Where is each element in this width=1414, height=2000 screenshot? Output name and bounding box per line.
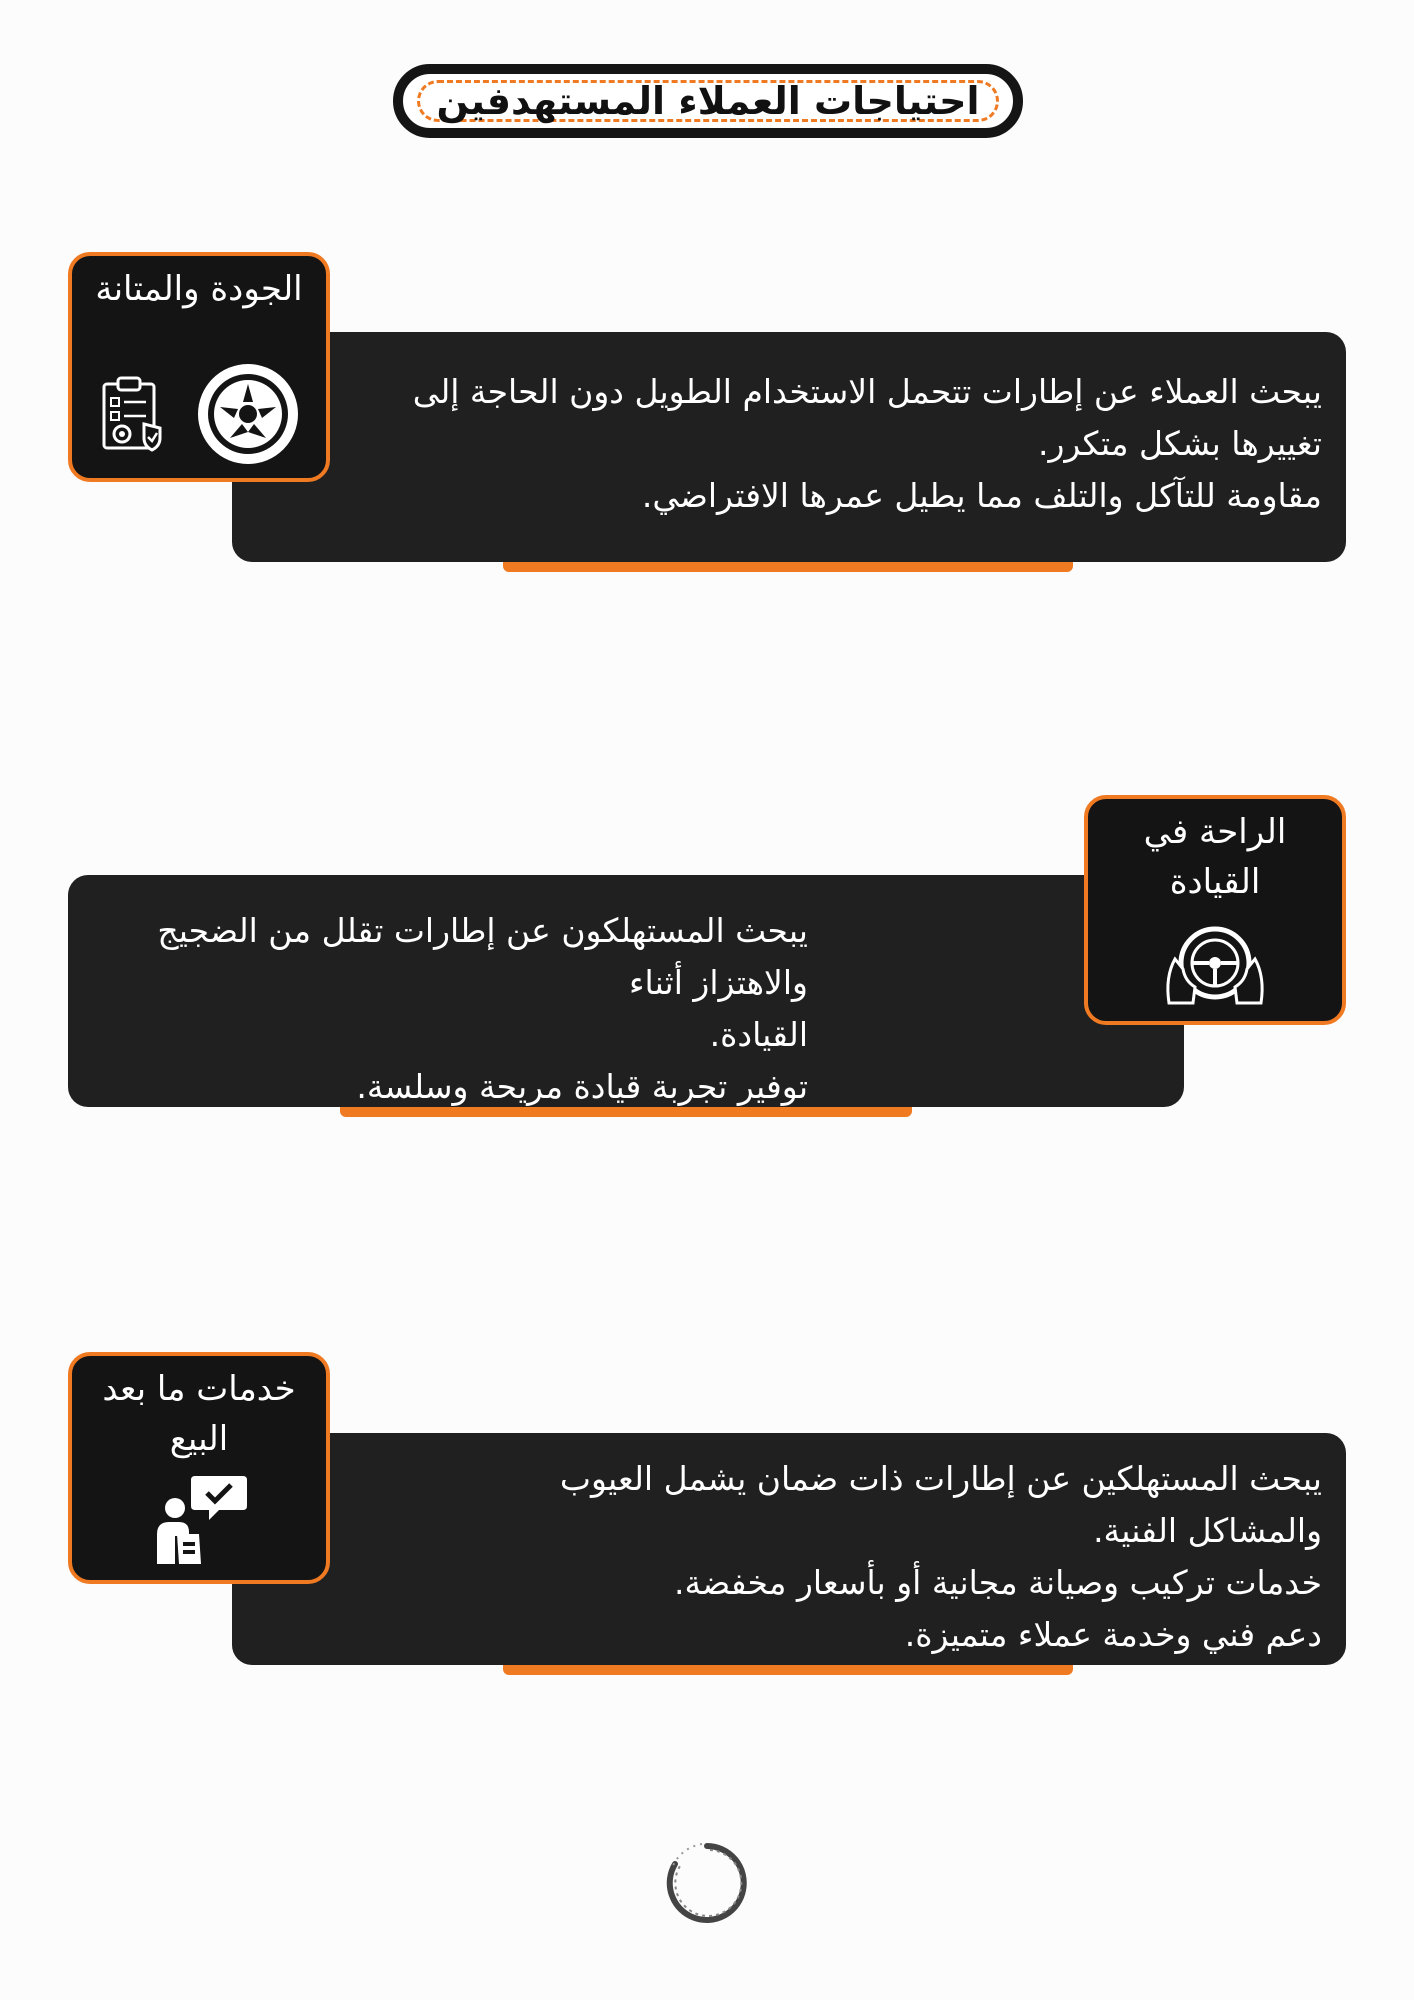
- section-2-icons: [1088, 919, 1342, 1009]
- section-3-card: [68, 1352, 330, 1584]
- steering-wheel-hands-icon: [1155, 919, 1275, 1009]
- section-1-text: [272, 366, 1322, 522]
- section-1-card-title: الجودة والمتانة: [95, 269, 303, 309]
- section-3-line-4: دعم فني وخدمة عملاء متميزة.: [904, 1615, 1322, 1654]
- section-3-card-title: خدمات ما بعد البيع: [102, 1369, 296, 1459]
- section-3-text: [362, 1453, 1322, 1661]
- section-2-text: [104, 905, 808, 1113]
- section-1-card: [68, 252, 330, 482]
- section-2-panel: [68, 875, 1184, 1107]
- section-1-panel: [232, 332, 1346, 562]
- clipboard-settings-icon: [98, 374, 168, 454]
- section-3-panel: [232, 1433, 1346, 1665]
- section-1-line-3: مقاومة للتآكل والتلف مما يطيل عمرها الافتراضي.: [641, 476, 1322, 515]
- section-2-line-3: توفير تجربة قيادة مريحة وسلسة.: [356, 1067, 808, 1106]
- section-1-accent-bar: [503, 562, 1073, 572]
- loading-circle-icon: [662, 1838, 752, 1928]
- tire-wheel-icon: [196, 362, 300, 466]
- customer-support-chat-icon: [149, 1472, 249, 1568]
- section-3-line-3: خدمات تركيب وصيانة مجانية أو بأسعار مخفضة.: [673, 1563, 1322, 1602]
- section-3-line-1: يبحث المستهلكين عن إطارات ذات ضمان يشمل العيوب: [559, 1459, 1322, 1498]
- section-3-icons: [72, 1472, 326, 1568]
- section-2-accent-bar: [340, 1107, 912, 1117]
- section-1-icons: [72, 362, 326, 466]
- section-2-card: [1084, 795, 1346, 1025]
- page-title: احتياجات العملاء المستهدفين: [436, 79, 980, 123]
- section-2-line-2: القيادة.: [709, 1015, 808, 1054]
- section-3-accent-bar: [503, 1665, 1073, 1675]
- section-3-line-2: والمشاكل الفنية.: [1093, 1511, 1322, 1550]
- section-1-line-2: تغييرها بشكل متكرر.: [1038, 424, 1322, 463]
- page-title-banner: [393, 64, 1023, 138]
- section-2-line-1: يبحث المستهلكون عن إطارات تقلل من الضجيج والاهتزاز أثناء: [157, 911, 808, 1002]
- section-2-card-title: الراحة في القيادة: [1143, 812, 1287, 902]
- section-1-line-1: يبحث العملاء عن إطارات تتحمل الاستخدام الطويل دون الحاجة إلى: [412, 372, 1322, 411]
